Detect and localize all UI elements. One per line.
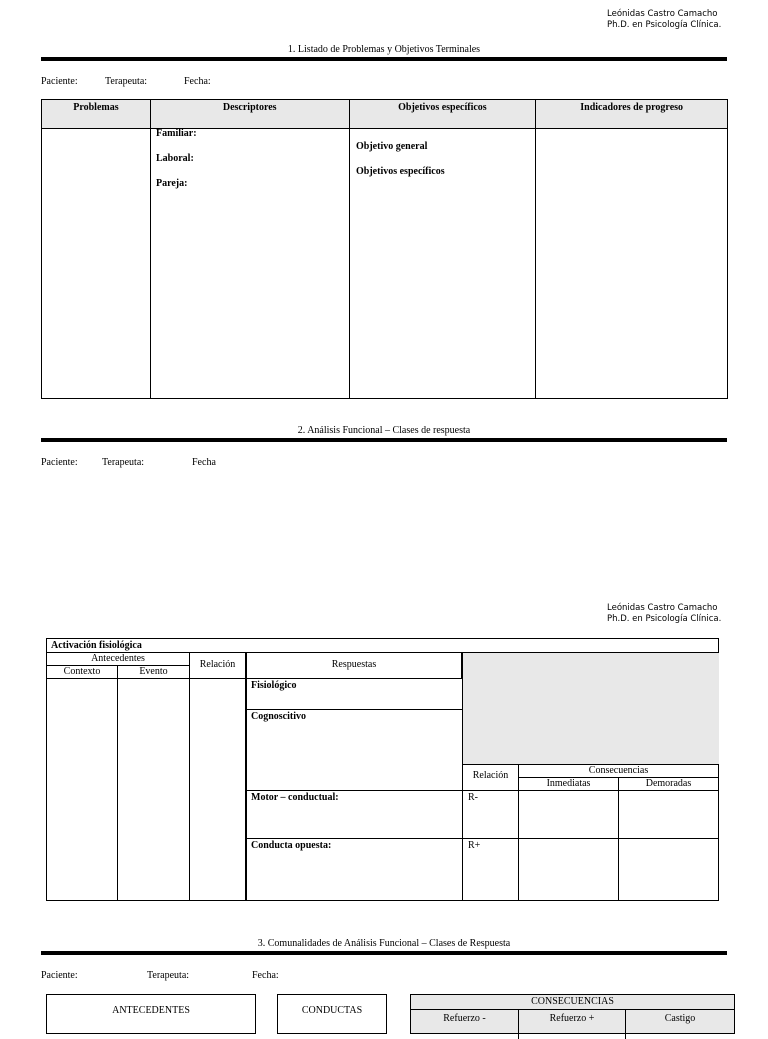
fa-demoradas: Demoradas [645,778,692,789]
consecuencias-box [410,994,735,1034]
fa-antecedentes: Antecedentes [91,653,145,664]
section-1-rule [41,57,727,61]
objetivo-general: Objetivo general [356,141,428,152]
section-1-title: 1. Listado de Problemas y Objetivos Terminales [287,44,481,55]
paciente-label-3: Paciente: [41,970,78,981]
author-degree: Ph.D. en Psicología Clínica. [607,20,722,30]
refuerzo-neg-label: Refuerzo - [443,1013,486,1024]
conductas-box [277,994,387,1034]
fa-gray-area [462,653,719,764]
author-block [607,9,721,31]
fa-contexto: Contexto [63,666,101,677]
section-3-title: 3. Comunalidades de Análisis Funcional – Clases de Respuesta [257,938,511,949]
fa-conducta-opuesta: Conducta opuesta: [251,840,332,851]
problemas-cell[interactable] [42,129,151,399]
col-indicadores: Indicadores de progreso [536,100,728,129]
terapeuta-label-3: Terapeuta: [147,970,190,981]
fa-title: Activación fisiológica [51,640,142,651]
author-degree-2: Ph.D. en Psicología Clínica. [607,614,722,624]
fa-relacion-2: Relación [472,770,509,781]
fecha-label-2: Fecha [192,457,216,468]
fa-evento: Evento [139,666,168,677]
paciente-label-2: Paciente: [41,457,78,468]
section-3-rule [41,951,727,955]
descriptor-familiar: Familiar: [156,128,197,139]
terapeuta-label-2: Terapeuta: [102,457,145,468]
fecha-label: Fecha: [184,76,211,87]
section-2-rule [41,438,727,442]
fa-respuestas: Respuestas [331,659,377,670]
indicadores-cell[interactable] [536,129,728,399]
descriptores-cell[interactable] [150,129,349,399]
descriptor-laboral: Laboral: [156,153,194,164]
fa-r-plus: R+ [468,840,481,851]
refuerzo-pos-label: Refuerzo + [549,1013,595,1024]
section-2-title: 2. Análisis Funcional – Clases de respuesta [297,425,471,436]
descriptor-pareja: Pareja: [156,178,188,189]
fa-motor: Motor – conductual: [251,792,339,803]
author-name: Leónidas Castro Camacho [607,9,718,19]
consecuencias-label: CONSECUENCIAS [531,996,614,1007]
fa-consecuencias: Consecuencias [588,765,649,776]
author-name-2: Leónidas Castro Camacho [607,603,718,613]
fecha-label-3: Fecha: [252,970,279,981]
col-objetivos: Objetivos específicos [349,100,536,129]
fa-relacion: Relación [199,659,236,670]
conductas-label: CONDUCTAS [301,1005,363,1016]
terapeuta-label: Terapeuta: [105,76,148,87]
fa-inmediatas: Inmediatas [546,778,591,789]
col-problemas: Problemas [42,100,151,129]
col-descriptores: Descriptores [150,100,349,129]
antecedentes-box [46,994,256,1034]
fa-cognoscitivo: Cognoscitivo [251,711,306,722]
fa-r-minus: R- [468,792,478,803]
castigo-label: Castigo [664,1013,696,1024]
author-block-2 [607,603,721,625]
fa-fisiologico: Fisiológico [251,680,297,691]
objetivos-especificos: Objetivos específicos [356,166,445,177]
paciente-label: Paciente: [41,76,78,87]
antecedentes-label: ANTECEDENTES [112,1005,190,1016]
